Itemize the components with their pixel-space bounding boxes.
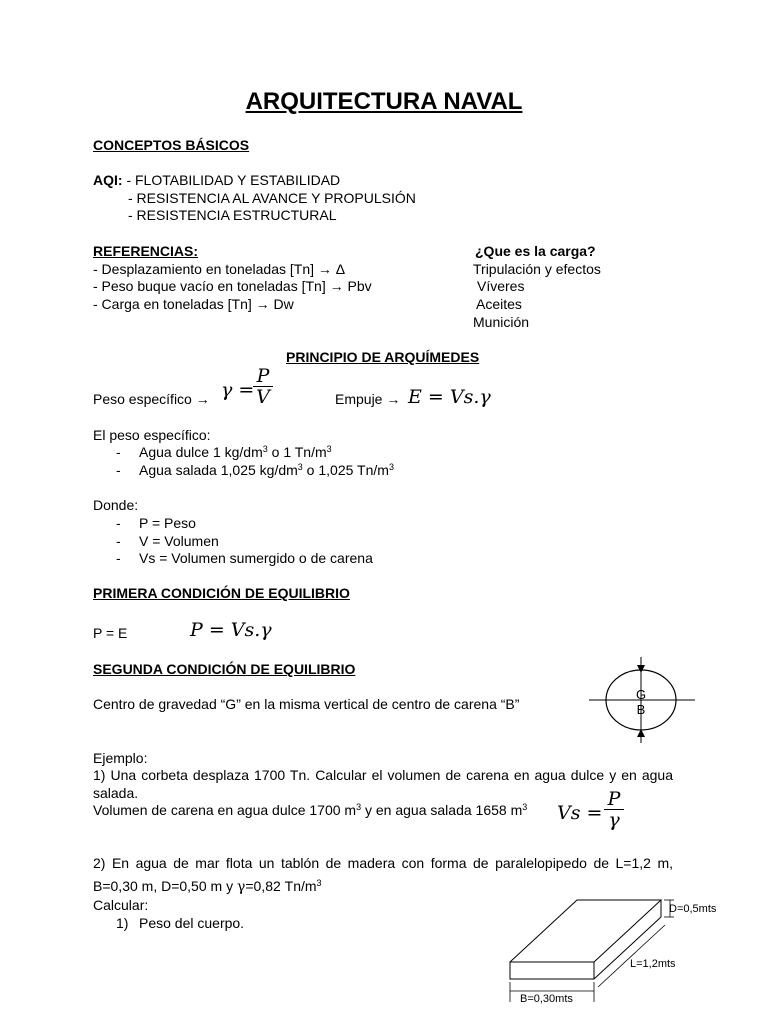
ejemplo-p1-line1: 1) Una corbeta desplaza 1700 Tn. Calcular el volumen de carena en agua dulce y en agua [93, 767, 673, 783]
referencias-heading: REFERENCIAS: [93, 243, 199, 259]
donde-item: Vs = Volumen sumergido o de carena [139, 550, 373, 566]
vs-fraction [604, 789, 624, 830]
peso-especifico-intro: El peso específico: [93, 427, 211, 443]
board-top-face [510, 900, 661, 962]
bullet-dash: - [116, 533, 121, 549]
aqi-item: - FLOTABILIDAD Y ESTABILIDAD [126, 172, 341, 188]
donde-item: V = Volumen [139, 533, 219, 549]
gamma-numerator: P [256, 365, 270, 387]
aqi-item: - RESISTENCIA AL AVANCE Y PROPULSIÓN [128, 190, 416, 206]
item-text: Peso del cuerpo. [139, 915, 245, 931]
gamma-denominator: V [256, 386, 270, 408]
board-front-face [510, 962, 594, 979]
donde-intro: Donde: [93, 497, 139, 513]
carga-item: Aceites [476, 296, 522, 312]
carga-item: Munición [473, 314, 530, 330]
vs-numerator: P [607, 788, 621, 810]
ejemplo-answer: Volumen de carena en agua dulce 1700 $m^3$ y en agua salada 1658 $m^3$ [93, 802, 528, 818]
equilibrium-diagram [585, 655, 700, 745]
bullet-dash: - [116, 462, 121, 478]
bullet-dash: - [116, 444, 121, 460]
agua-dulce-item: Agua dulce 1 $kg/dm^3$ o 1 $Tn/m^3$ [139, 444, 332, 460]
donde-item: P = Peso [139, 515, 196, 531]
empuje-formula: E = Vs.γ [408, 386, 491, 408]
item-number: 1) [116, 915, 129, 931]
dimension-line [598, 925, 665, 987]
empuje-label: Empuje → [335, 391, 401, 407]
l-label: L=1,2mts [630, 958, 676, 970]
arquimedes-heading: PRINCIPIO DE ARQUÍMEDES [286, 349, 480, 365]
d-label: D=0,5mts [669, 903, 717, 915]
aqi-item: - RESISTENCIA ESTRUCTURAL [128, 207, 337, 223]
peso-especifico-label: Peso específico → [93, 391, 210, 407]
aqi-line-1 [93, 172, 340, 189]
bullet-dash: - [116, 515, 121, 531]
agua-salada-item: Agua salada 1,025 $kg/dm^3$ o 1,025 $Tn/m^3$ [139, 462, 394, 478]
primera-formula: P = Vs.γ [190, 619, 272, 641]
carga-item: Víveres [477, 278, 525, 294]
board-diagram [498, 892, 738, 1004]
page-title: ARQUITECTURA NAVAL [245, 88, 523, 115]
referencia-item: - Carga en toneladas [Tn] → Dw [93, 296, 294, 312]
g-label: G [635, 687, 647, 702]
calcular-label: Calcular: [93, 897, 149, 913]
ejemplo-intro: Ejemplo: [93, 750, 148, 766]
primera-heading: PRIMERA CONDICIÓN DE EQUILIBRIO [93, 585, 350, 601]
segunda-heading: SEGUNDA CONDICIÓN DE EQUILIBRIO [93, 661, 356, 677]
conceptos-heading: CONCEPTOS BÁSICOS [93, 137, 250, 153]
down-arrow-icon [637, 665, 645, 673]
referencia-item: - Desplazamiento en toneladas [Tn] → Δ [93, 261, 346, 277]
b-dim-label: B=0,30mts [520, 993, 573, 1004]
ejemplo-p2-line1: 2) En agua de mar flota un tablón de madera con forma de paralelopipedo de L=1,2 m, [93, 855, 673, 871]
b-label: B [636, 702, 646, 717]
segunda-text: Centro de gravedad “G” en la misma vertical de centro de carena “B” [93, 696, 520, 712]
vs-denominator: γ [608, 809, 620, 831]
referencia-item: - Peso buque vacío en toneladas [Tn] → Pbv [93, 278, 372, 294]
vs-formula-lhs: Vs = [557, 802, 603, 824]
bullet-dash: - [116, 550, 121, 566]
aqi-label: AQI: [93, 172, 123, 188]
ejemplo-p1-line2: salada. [93, 785, 139, 801]
ejemplo-p2-line2: B=0,30 m, D=0,50 m y γ=0,82 $Tn/m^3$ [93, 878, 322, 895]
gamma-formula-lhs: γ = [221, 379, 255, 401]
primera-text: P = E [93, 625, 128, 641]
carga-item: Tripulación y efectos [473, 261, 601, 277]
gamma-fraction [253, 366, 273, 407]
carga-heading: ¿Que es la carga? [475, 243, 596, 259]
